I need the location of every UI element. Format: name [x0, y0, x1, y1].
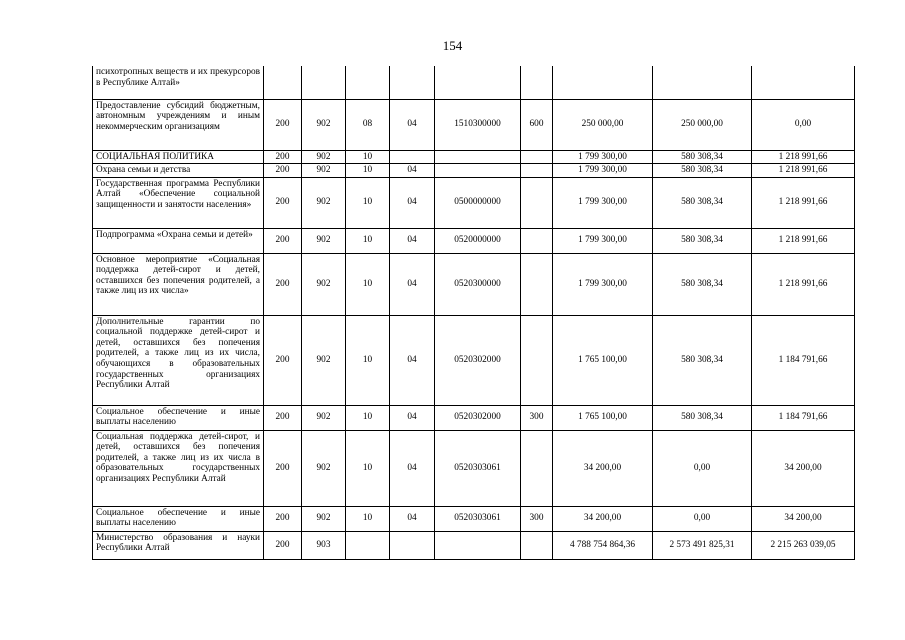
remaining-amount-cell: 2 215 263 039,05 [752, 531, 855, 559]
subsection-cell: 04 [390, 430, 435, 506]
subsection-cell: 04 [390, 99, 435, 150]
subsection-cell: 04 [390, 405, 435, 430]
subsection-cell: 04 [390, 164, 435, 178]
ministry-code-cell: 902 [302, 315, 346, 405]
expense-type-cell [521, 315, 553, 405]
admin-code-cell: 200 [264, 164, 302, 178]
table-row [93, 164, 855, 178]
remaining-amount-cell: 1 218 991,66 [752, 177, 855, 228]
section-cell: 10 [346, 506, 390, 531]
remaining-amount-cell: 0,00 [752, 99, 855, 150]
executed-amount-cell: 580 308,34 [653, 150, 752, 164]
section-cell: 10 [346, 164, 390, 178]
admin-code-cell: 200 [264, 506, 302, 531]
plan-amount-cell: 1 799 300,00 [553, 228, 653, 253]
table-row [93, 430, 855, 506]
expense-type-cell [521, 228, 553, 253]
plan-amount-cell: 1 765 100,00 [553, 405, 653, 430]
expense-type-cell [521, 150, 553, 164]
section-cell: 10 [346, 228, 390, 253]
budget-table [92, 66, 855, 560]
table-row [93, 66, 855, 99]
ministry-code-cell [302, 66, 346, 99]
row-name-cell: Основное мероприятие «Социальная поддержка детей-сирот и детей, оставшихся без попечения родителей, а также лиц из их числа» [93, 253, 264, 315]
ministry-code-cell: 902 [302, 164, 346, 178]
ministry-code-cell: 902 [302, 405, 346, 430]
executed-amount-cell: 580 308,34 [653, 253, 752, 315]
executed-amount-cell [653, 66, 752, 99]
row-name-cell: Социальное обеспечение и иные выплаты населению [93, 405, 264, 430]
plan-amount-cell: 1 799 300,00 [553, 150, 653, 164]
admin-code-cell: 200 [264, 405, 302, 430]
row-name-cell: Предоставление субсидий бюджетным, автономным учреждениям и иным некоммерческим организациям [93, 99, 264, 150]
subsection-cell: 04 [390, 228, 435, 253]
admin-code-cell: 200 [264, 430, 302, 506]
expense-type-cell [521, 531, 553, 559]
target-article-cell [435, 531, 521, 559]
remaining-amount-cell: 1 184 791,66 [752, 315, 855, 405]
target-article-cell [435, 66, 521, 99]
expense-type-cell: 300 [521, 506, 553, 531]
ministry-code-cell: 902 [302, 253, 346, 315]
target-article-cell: 0520303061 [435, 430, 521, 506]
plan-amount-cell: 34 200,00 [553, 430, 653, 506]
executed-amount-cell: 2 573 491 825,31 [653, 531, 752, 559]
remaining-amount-cell: 1 218 991,66 [752, 164, 855, 178]
executed-amount-cell: 580 308,34 [653, 228, 752, 253]
subsection-cell: 04 [390, 177, 435, 228]
section-cell: 10 [346, 405, 390, 430]
section-cell: 10 [346, 430, 390, 506]
expense-type-cell [521, 164, 553, 178]
table-row [93, 228, 855, 253]
executed-amount-cell: 250 000,00 [653, 99, 752, 150]
admin-code-cell: 200 [264, 228, 302, 253]
table-row [93, 315, 855, 405]
ministry-code-cell: 903 [302, 531, 346, 559]
row-name-cell: Охрана семьи и детства [93, 164, 264, 178]
section-cell: 10 [346, 253, 390, 315]
row-name-cell: Дополнительные гарантии по социальной поддержке детей-сирот и детей, оставшихся без попечения родителей, а также лиц из их числа, обучающихся в образовательных государственных организациях Республики Алтай [93, 315, 264, 405]
admin-code-cell: 200 [264, 253, 302, 315]
section-cell: 10 [346, 177, 390, 228]
table-row [93, 405, 855, 430]
target-article-cell: 0520302000 [435, 315, 521, 405]
executed-amount-cell: 0,00 [653, 506, 752, 531]
remaining-amount-cell: 1 218 991,66 [752, 253, 855, 315]
ministry-code-cell: 902 [302, 228, 346, 253]
plan-amount-cell: 4 788 754 864,36 [553, 531, 653, 559]
ministry-code-cell: 902 [302, 506, 346, 531]
expense-type-cell [521, 253, 553, 315]
remaining-amount-cell: 34 200,00 [752, 506, 855, 531]
executed-amount-cell: 0,00 [653, 430, 752, 506]
ministry-code-cell: 902 [302, 150, 346, 164]
target-article-cell: 0500000000 [435, 177, 521, 228]
target-article-cell: 0520303061 [435, 506, 521, 531]
expense-type-cell [521, 177, 553, 228]
subsection-cell: 04 [390, 315, 435, 405]
target-article-cell: 0520302000 [435, 405, 521, 430]
subsection-cell [390, 531, 435, 559]
plan-amount-cell: 250 000,00 [553, 99, 653, 150]
subsection-cell: 04 [390, 253, 435, 315]
admin-code-cell [264, 66, 302, 99]
target-article-cell: 0520300000 [435, 253, 521, 315]
executed-amount-cell: 580 308,34 [653, 177, 752, 228]
admin-code-cell: 200 [264, 99, 302, 150]
plan-amount-cell [553, 66, 653, 99]
subsection-cell [390, 66, 435, 99]
ministry-code-cell: 902 [302, 177, 346, 228]
plan-amount-cell: 34 200,00 [553, 506, 653, 531]
table-row [93, 150, 855, 164]
target-article-cell: 1510300000 [435, 99, 521, 150]
subsection-cell: 04 [390, 506, 435, 531]
expense-type-cell [521, 430, 553, 506]
expense-type-cell: 600 [521, 99, 553, 150]
plan-amount-cell: 1 799 300,00 [553, 253, 653, 315]
table-row [93, 99, 855, 150]
target-article-cell: 0520000000 [435, 228, 521, 253]
plan-amount-cell: 1 799 300,00 [553, 164, 653, 178]
row-name-cell: Государственная программа Республики Алтай «Обеспечение социальной защищенности и занятости населения» [93, 177, 264, 228]
admin-code-cell: 200 [264, 531, 302, 559]
plan-amount-cell: 1 799 300,00 [553, 177, 653, 228]
executed-amount-cell: 580 308,34 [653, 315, 752, 405]
ministry-code-cell: 902 [302, 430, 346, 506]
section-cell [346, 531, 390, 559]
row-name-cell: Социальная поддержка детей-сирот, и детей, оставшихся без попечения родителей, а также лиц из их числа в образовательных государственных организациях Республики Алтай [93, 430, 264, 506]
section-cell: 10 [346, 315, 390, 405]
section-cell: 08 [346, 99, 390, 150]
executed-amount-cell: 580 308,34 [653, 405, 752, 430]
table-row [93, 177, 855, 228]
remaining-amount-cell: 1 218 991,66 [752, 228, 855, 253]
page-number: 154 [442, 38, 463, 53]
row-name-cell: Министерство образования и науки Республики Алтай [93, 531, 264, 559]
section-cell [346, 66, 390, 99]
ministry-code-cell: 902 [302, 99, 346, 150]
remaining-amount-cell [752, 66, 855, 99]
table-row [93, 531, 855, 559]
row-name-cell: Социальное обеспечение и иные выплаты населению [93, 506, 264, 531]
table-row [93, 253, 855, 315]
remaining-amount-cell: 1 184 791,66 [752, 405, 855, 430]
remaining-amount-cell: 1 218 991,66 [752, 150, 855, 164]
remaining-amount-cell: 34 200,00 [752, 430, 855, 506]
target-article-cell [435, 164, 521, 178]
admin-code-cell: 200 [264, 150, 302, 164]
row-name-cell: СОЦИАЛЬНАЯ ПОЛИТИКА [93, 150, 264, 164]
row-name-cell: Подпрограмма «Охрана семьи и детей» [93, 228, 264, 253]
admin-code-cell: 200 [264, 315, 302, 405]
subsection-cell [390, 150, 435, 164]
admin-code-cell: 200 [264, 177, 302, 228]
expense-type-cell [521, 66, 553, 99]
section-cell: 10 [346, 150, 390, 164]
row-name-cell: психотропных веществ и их прекурсоров в Республике Алтай» [93, 66, 264, 99]
expense-type-cell: 300 [521, 405, 553, 430]
table-row [93, 506, 855, 531]
target-article-cell [435, 150, 521, 164]
plan-amount-cell: 1 765 100,00 [553, 315, 653, 405]
executed-amount-cell: 580 308,34 [653, 164, 752, 178]
